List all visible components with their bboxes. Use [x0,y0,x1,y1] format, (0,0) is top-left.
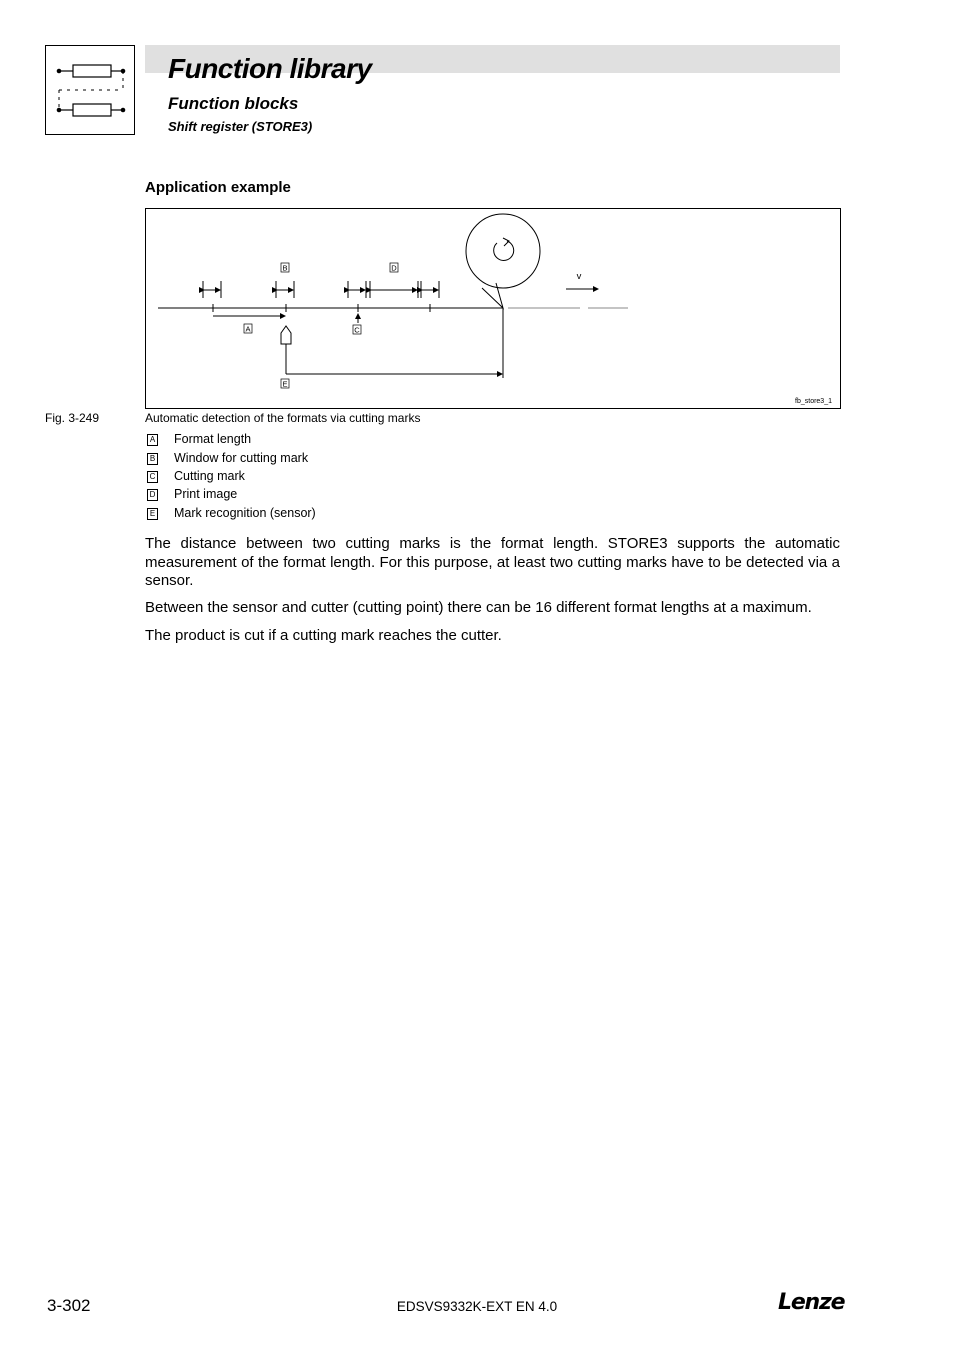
legend-key: B [147,453,158,465]
legend-text: Format length [174,432,252,446]
svg-text:D: D [391,263,397,273]
body-paragraph-1: The distance between two cutting marks is the format length. STORE3 supports the automatic measurement of the format length. For this purpose, at least two cutting marks have to be detected via a sensor. [145,535,840,589]
legend-item [145,505,316,522]
application-example-heading: Application example [145,179,291,196]
function-block-icon [45,45,135,135]
label-C [353,325,361,335]
legend-key: C [147,471,158,483]
legend-text: Print image [174,487,238,501]
subsection-title: Shift register (STORE3) [168,119,313,134]
legend-text: Window for cutting mark [174,451,309,465]
label-D [390,263,398,273]
legend-key: D [147,489,158,501]
legend-text: Mark recognition (sensor) [174,506,316,520]
legend-item [145,486,237,503]
section-title: Function blocks [168,94,299,113]
legend-text: Cutting mark [174,469,245,483]
page-number: 3-302 [47,1296,91,1315]
cutting-mark-diagram [145,208,841,409]
svg-text:A: A [245,324,251,334]
legend-item [145,431,251,448]
document-id: EDSVS9332K-EXT EN 4.0 [396,1299,558,1314]
legend-item [145,450,308,467]
page-title: Function library [168,53,372,84]
body-paragraph-2: Between the sensor and cutter (cutting point) there can be 16 different format lengths at a maximum. [145,599,812,616]
figure-file-id: fb_store3_1 [795,398,832,405]
cutter-knife-icon [466,214,540,288]
legend-item [145,468,245,485]
label-B [281,263,289,273]
label-A [244,324,252,334]
lenze-logo: Lenze [778,1290,845,1315]
figure-number: Fig. 3-249 [45,411,100,425]
figure-caption: Automatic detection of the formats via cutting marks [145,411,421,425]
svg-text:B: B [282,263,288,273]
legend-key: E [147,508,158,520]
svg-text:E: E [282,379,288,389]
svg-text:C: C [354,325,360,335]
body-paragraph-3: The product is cut if a cutting mark reaches the cutter. [145,627,502,644]
legend-key: A [147,434,158,446]
label-E [281,379,289,389]
speed-label: v [576,271,582,282]
